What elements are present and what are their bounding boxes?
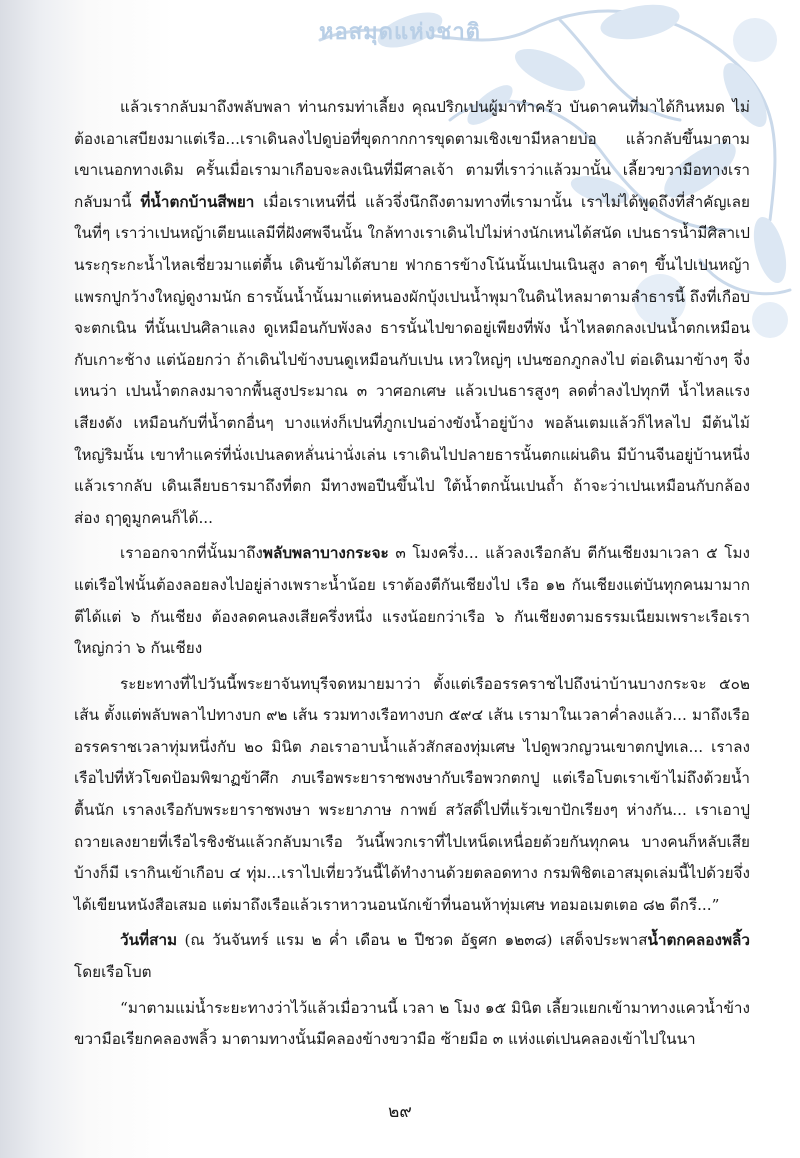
text-segment: เมื่อเราเหนที่นี่ แล้วจึ่งนึกถึงตามทางที่เรามานั้น เราไม่ได้พูดถึงที่สำคัญเลยในที่ๆ เราว่าเปนหญ้าเตียนแลมีที่ฝังศพจีนนั้น ใกล้ทางเราเดินไปไม่ห่างนักเหนได้สนัด เปนธารน้ำมีศิลาเปนระกุระกะน้ำไหลเชี่ยวมาแต่ตื้น เดินข้ามได้สบาย ฟากธารข้างโน้นนั้นเปนเนินสูง ลาดๆ ขึ้นไปเปนหญ้าแพรกปูกว้างใหญ่ดูงามนัก ธารนั้นน้ำนั้นมาแต่หนองผักบุ้งเปนน้ำพุมาในดินไหลมาตามลำธารนี้ ถึงที่เกือบจะตกเนิน ที่นั้นเปนศิลาแลง ดูเหมือนกับพังลง ธารนั้นไปขาดอยู่เพียงที่พัง น้ำไหลตกลงเปนน้ำตกเหมือนกับเกาะช้าง แต่น้อยกว่า ถ้าเดินไปข้างบนดูเหมือนกับเปน เหวใหญ่ๆ เปนซอกภูกลงไป ต่อเดินมาข้างๆ จึ่งเหนว่า เปนน้ำตกลงมาจากพื้นสูงประมาณ ๓ วาศอกเศษ แล้วเปนธารสูงๆ ลดต่ำลงไปทุกที น้ำไหลแรงเสียงดัง เหมือนกับที่น้ำตกอื่นๆ บางแห่งก็เปนที่ภูกเปนอ่างขังน้ำอยู่บ้าง พอล้นเตมแล้วก็ไหลไป มีต้นไม้ใหญ่ริมนั้น เขาทำแคร่ที่นั่งเปนลดหลั่นน่านั่งเล่น เราเดินไปปลายธารนั้นตกแผ่นดิน มีบ้านจีนอยู่บ้านหนึ่ง แล้วเรากลับ เดินเลียบธารมาถึงที่ตก มีทางพอปีนขึ้นไป ใต้น้ำตกนั้นเปนถ้ำ ถ้าจะว่าเปนเหมือนกับกล้องส่อง ฤๅดูมูกคนก็ได้... (74, 192, 750, 527)
place-name: พลับพลาบางกระจะ (262, 544, 389, 563)
paragraph (74, 993, 750, 1056)
running-header-title: หอสมุดแห่งชาติ (319, 19, 481, 45)
text-segment: ระยะทางที่ไปวันนี้พระยาจันทบุรีจดหมายมาว่า ตั้งแต่เรืออรรคราชไปถึงน่าบ้านบางกระจะ ๕๐๒ เส้น ตั้งแต่พลับพลาไปทางบก ๙๒ เส้น รวมทางเรือทางบก ๕๙๔ เส้น เรามาในเวลาค่ำลงแล้ว... มาถึงเรืออรรคราชเวลาทุ่มหนึ่งกับ ๒๐ มินิต ภอเราอาบน้ำแล้วสักสองทุ่มเศษ ไปดูพวกญวนเขาตกปูทเล... เราลงเรือไปที่หัวโขดป้อมพิฆาฏข้าศึก ภบเรือพระยาราชพงษากับเรือพวกตกปู แต่เรือโบตเราเข้าไม่ถึงด้วยน้ำตื้นนัก เราลงเรือกับพระยาราชพงษา พระยาภาษ กาพย์ สวัสดิ์ไปที่แร้วเขาปักเรียงๆ ห่างกัน... เราเอาปูถวายเลงยายที่เรือไรชิงชันแล้วกลับมาเรือ วันนี้พวกเราที่ไปเหน็ดเหนื่อยด้วยกันทุกคน บางคนก็หลับเสียบ้างก็มี เรากินเข้าเกือบ ๔ ทุ่ม...เราไปเที่ยววันนี้ได้ทำงานด้วยตลอดทาง กรมพิชิตเอาสมุดเล่มนี้ไปด้วยจึ่งได้เขียนหนังสือเสมอ แต่มาถึงเรือแล้วเราหาวนอนนักเข้าที่นอนห้าทุ่มเศษ ทอมอเมตเตอ ๘๒ ดีกรี...” (74, 674, 750, 914)
text-segment: “มาตามแม่น้ำระยะทางว่าไว้แล้วเมื่อวานนี้ เวลา ๒ โมง ๑๕ มินิต เลี้ยวแยกเข้ามาทางแควน้ำข้างขวามือเรียกคลองพลิ้ว มาตามทางนั้นมีคลองข้างขวามือ ซ้ายมือ ๓ แห่งแต่เปนคลองเข้าไปในนา (74, 998, 750, 1049)
text-segment: แล้วเรากลับมาถึงพลับพลา ท่านกรมท่าเลี้ยง คุณปริกเปนผู้มาทำครัว บันดาคนที่มาได้กินหมด ไม่ต้องเอาเสบียงมาแต่เรือ...เราเดินลงไปดูบ่อที่ขุดกากการขุดตามเชิงเขามีหลายบ่อ แล้วกลับขึ้นมาตามเขาเนอกทางเดิม ครั้นเมื่อเรามาเกือบจะลงเนินที่มีศาลเจ้า ตามที่เราว่าแล้วมานั้น เลี้ยวขวามือทางเรากลับมานี้ (74, 98, 750, 211)
text-segment: โดยเรือโบต (74, 963, 152, 982)
paragraph (74, 538, 750, 664)
body-text (74, 92, 750, 1056)
text-segment: เราออกจากที่นั้นมาถึง (120, 544, 263, 563)
paragraph (74, 669, 750, 922)
place-name: น้ำตกคลองพลิ้ว (647, 931, 750, 950)
paragraph (74, 925, 750, 988)
paragraph (74, 92, 750, 534)
page-number: ๒๙ (388, 1102, 412, 1122)
text-segment: ๓ โมงครึ่ง... แล้วลงเรือกลับ ตีกันเชียงมาเวลา ๕ โมง แต่เรือไฟนั้นต้องลอยลงไปอยู่ล่างเพราะน้ำน้อย เราต้องตีกันเชียงไป เรือ ๑๒ กันเชียงแต่บันทุกคนมามากตีได้แต่ ๖ กันเชียง ต้องลดคนลงเสียครึ่งหนึ่ง แรงน้อยกว่าเรือ ๖ กันเชียงตามธรรมเนียมเพราะเรือเราใหญ่กว่า ๖ กันเชียง (74, 544, 750, 658)
place-name: ที่น้ำตกบ้านสีพยา (140, 192, 255, 211)
day-heading: วันที่สาม (120, 931, 178, 950)
text-segment: (ณ วันจันทร์ แรม ๒ ค่ำ เดือน ๒ ปีชวด อัฐศก ๑๒๓๘) เสด็จประพาส (177, 931, 648, 950)
